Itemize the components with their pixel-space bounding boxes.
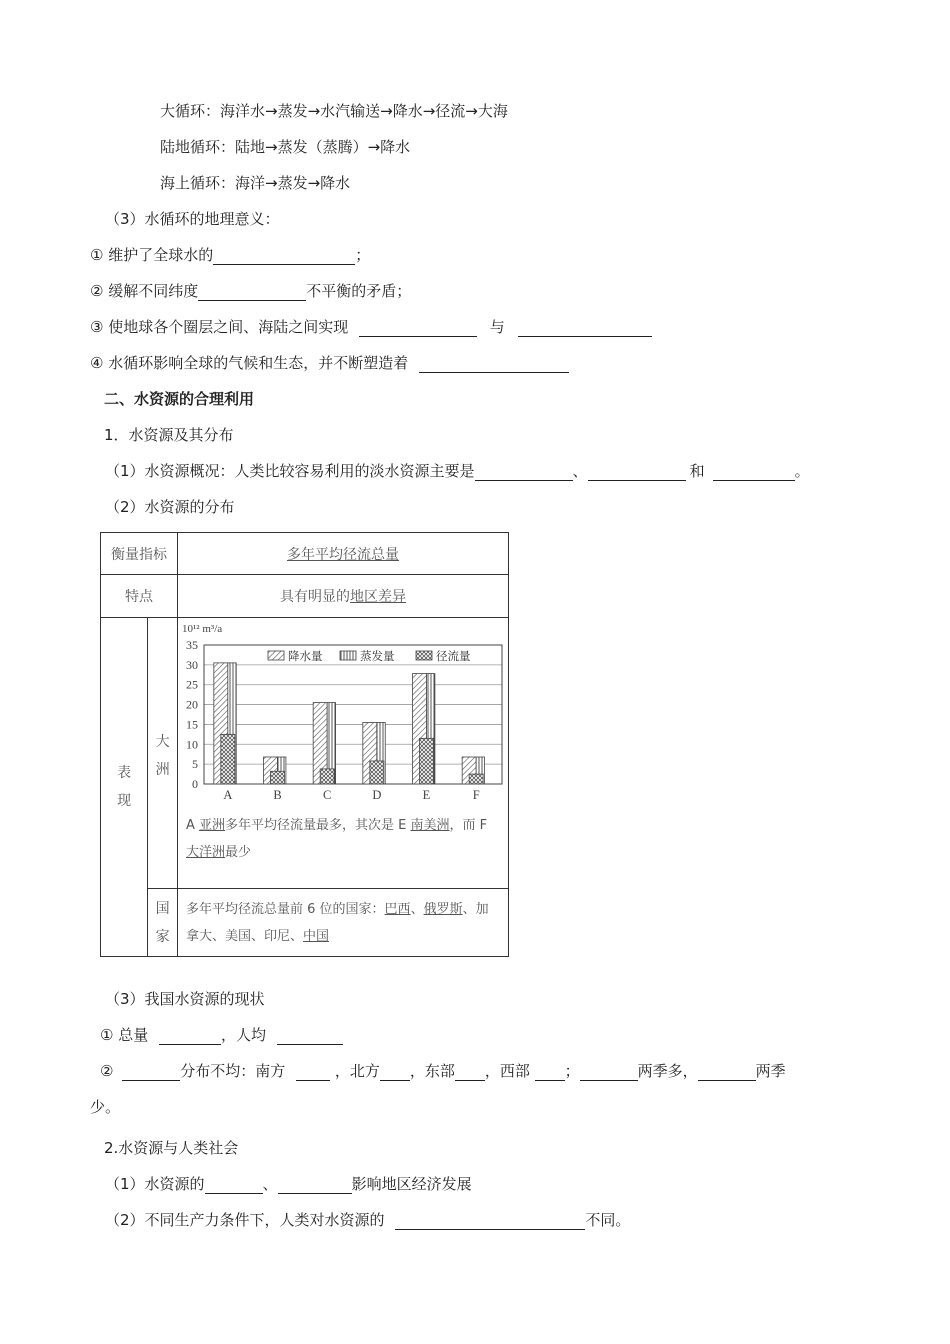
answer-blank[interactable] bbox=[159, 1028, 221, 1045]
text-segment: 、加拿大、美国、印尼、 bbox=[186, 901, 489, 944]
answer-blank[interactable] bbox=[278, 1177, 352, 1194]
distribution-heading: （2）水资源的分布 bbox=[105, 498, 235, 516]
answer-blank[interactable] bbox=[419, 356, 569, 373]
plot-frame bbox=[204, 645, 502, 784]
feature-value: 具有明显的地区差异 bbox=[178, 575, 509, 618]
answer-blank[interactable] bbox=[213, 248, 355, 265]
y-tick-label: 5 bbox=[192, 757, 198, 772]
y-tick-label: 25 bbox=[186, 677, 198, 692]
significance-item-2: ② 缓解不同纬度 不平衡的矛盾； bbox=[90, 282, 412, 300]
significance-heading: （3）水循环的地理意义： bbox=[105, 210, 280, 228]
y-tick-label: 35 bbox=[186, 638, 198, 652]
country-cell bbox=[178, 889, 509, 957]
answer-blank[interactable] bbox=[395, 1213, 585, 1230]
answer-blank[interactable] bbox=[359, 320, 477, 337]
x-tick-label: B bbox=[273, 788, 282, 802]
y-tick-label: 20 bbox=[186, 697, 198, 712]
x-tick-label: F bbox=[472, 788, 480, 802]
society-title: 2.水资源与人类社会 bbox=[104, 1139, 239, 1157]
x-tick-label: A bbox=[223, 788, 233, 802]
text-segment: 最少 bbox=[225, 845, 252, 860]
legend-swatch bbox=[416, 651, 432, 660]
bar-runoff bbox=[420, 738, 434, 784]
answer-blank[interactable] bbox=[535, 1064, 565, 1081]
continent-label: 大洲 bbox=[148, 618, 178, 889]
answer-blank[interactable] bbox=[713, 464, 795, 481]
bar-runoff bbox=[320, 769, 334, 784]
indicator-label: 衡量指标 bbox=[101, 533, 178, 575]
answer-blank[interactable] bbox=[475, 464, 573, 481]
china-line-2: ② 分布不均：南方 ，北方 ，东部 ，西部 ； 两季多， 两季 bbox=[100, 1062, 786, 1080]
legend-label: 蒸发量 bbox=[360, 649, 395, 663]
legend-swatch bbox=[340, 651, 356, 660]
underlined-term: 中国 bbox=[303, 928, 330, 944]
answer-blank[interactable] bbox=[296, 1064, 330, 1081]
society-line-1: （1）水资源的 、 影响地区经济发展 bbox=[105, 1175, 472, 1193]
continent-cell bbox=[178, 618, 509, 889]
cycle-land: 陆地循环：陆地→蒸发（蒸腾）→降水 bbox=[160, 138, 411, 156]
legend-swatch bbox=[268, 651, 284, 660]
significance-item-4: ④ 水循环影响全球的气候和生态，并不断塑造着 bbox=[90, 353, 569, 373]
answer-blank[interactable] bbox=[588, 464, 686, 481]
performance-label: 表现 bbox=[101, 618, 148, 957]
answer-blank[interactable] bbox=[122, 1064, 180, 1081]
bar-runoff bbox=[221, 734, 235, 784]
text-segment: 多年平均径流总量前 6 位的国家： bbox=[186, 901, 385, 917]
answer-blank[interactable] bbox=[580, 1064, 638, 1081]
significance-item-1: ① 维护了全球水的 ； bbox=[90, 246, 371, 264]
china-heading: （3）我国水资源的现状 bbox=[105, 990, 265, 1008]
overview-line: （1）水资源概况：人类比较容易利用的淡水资源主要是 、 和 。 bbox=[105, 462, 810, 480]
feature-label: 特点 bbox=[101, 575, 178, 618]
underlined-term: 巴西 bbox=[384, 901, 411, 917]
china-line-3: 少。 bbox=[90, 1098, 121, 1116]
x-tick-label: E bbox=[422, 788, 431, 802]
text-segment: 多年平均径流量最多，其次是 E bbox=[225, 818, 411, 833]
indicator-value: 多年平均径流总量 bbox=[178, 533, 509, 575]
x-tick-label: D bbox=[372, 788, 382, 802]
answer-blank[interactable] bbox=[198, 284, 306, 301]
bar-runoff bbox=[370, 761, 384, 784]
answer-blank[interactable] bbox=[277, 1028, 343, 1045]
underlined-term: 亚洲 bbox=[199, 818, 226, 833]
answer-blank[interactable] bbox=[380, 1064, 410, 1081]
distribution-table bbox=[100, 532, 509, 957]
cycle-sea: 海上循环：海洋→蒸发→降水 bbox=[160, 174, 351, 192]
answer-blank[interactable] bbox=[698, 1064, 756, 1081]
country-description bbox=[178, 892, 508, 954]
y-tick-label: 30 bbox=[186, 657, 198, 672]
x-tick-label: C bbox=[322, 788, 332, 802]
text-segment: 、 bbox=[410, 901, 424, 917]
unit-label: 10¹² m³/a bbox=[182, 623, 223, 635]
answer-blank[interactable] bbox=[455, 1064, 485, 1081]
text-segment: A bbox=[186, 818, 200, 833]
y-tick-label: 0 bbox=[192, 777, 198, 791]
subsection-title: 1．水资源及其分布 bbox=[104, 426, 234, 444]
underlined-term: 俄罗斯 bbox=[423, 901, 463, 917]
underlined-term: 南美洲 bbox=[410, 818, 450, 833]
text-segment: ，而 F bbox=[449, 818, 488, 833]
bar-runoff bbox=[469, 774, 483, 784]
y-tick-label: 10 bbox=[186, 737, 198, 752]
bar-runoff bbox=[271, 771, 285, 784]
china-line-1: ① 总量 ，人均 bbox=[100, 1025, 343, 1045]
runoff-bar-chart bbox=[178, 618, 508, 808]
answer-blank[interactable] bbox=[518, 320, 652, 337]
y-tick-label: 15 bbox=[186, 717, 198, 732]
country-label: 国家 bbox=[148, 889, 178, 957]
significance-item-3: ③ 使地球各个圈层之间、海陆之间实现 与 bbox=[90, 317, 652, 337]
cycle-big: 大循环：海洋水→蒸发→水汽输送→降水→径流→大海 bbox=[160, 102, 508, 120]
society-line-2: （2）不同生产力条件下，人类对水资源的 不同。 bbox=[105, 1211, 631, 1229]
continent-description bbox=[178, 808, 508, 870]
legend-label: 降水量 bbox=[288, 649, 323, 663]
section-title: 二、水资源的合理利用 bbox=[104, 390, 255, 408]
legend-label: 径流量 bbox=[436, 649, 471, 663]
underlined-term: 大洋洲 bbox=[186, 845, 226, 860]
answer-blank[interactable] bbox=[205, 1177, 263, 1194]
